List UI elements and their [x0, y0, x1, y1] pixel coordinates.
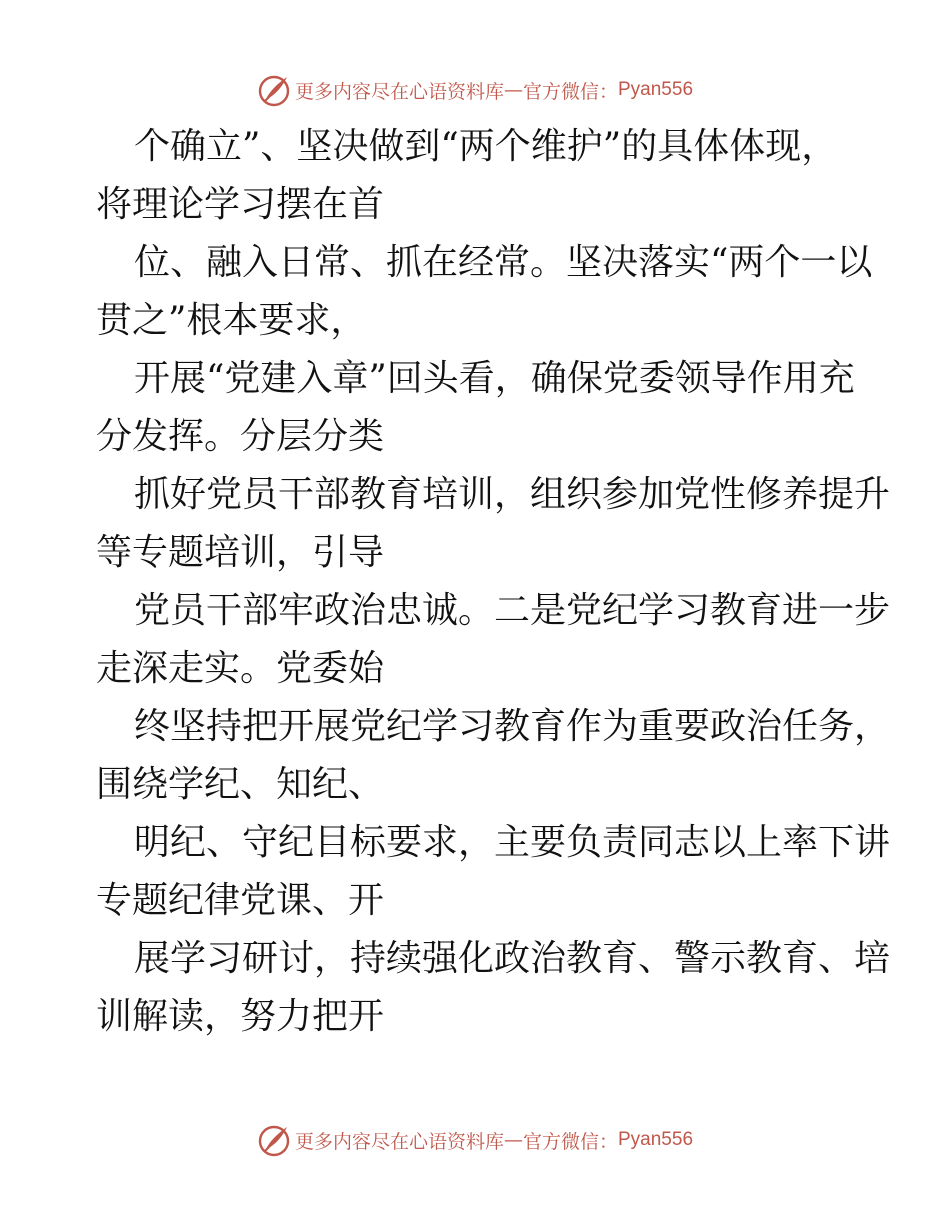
paragraph-line: 专题纪律党课、开 — [96, 880, 385, 921]
header-banner[interactable] — [0, 70, 950, 110]
paragraph-line: 开展“党建入章”回头看，确保党委领导作用充 — [134, 358, 855, 399]
document-body — [96, 118, 891, 1046]
paragraph — [96, 698, 891, 814]
banner-separator: — — [503, 1129, 523, 1151]
banner-title: 更多内容尽在心语资料库 — [294, 80, 504, 103]
paragraph-line: 展学习研讨，持续强化政治教育、警示教育、培 — [134, 938, 891, 979]
paragraph-line: 分发挥。分层分类 — [96, 416, 385, 457]
banner-separator: — — [503, 79, 523, 101]
banner-wechat-label: 官方微信： — [522, 1130, 618, 1153]
quill-pen-logo-icon — [257, 73, 291, 107]
paragraph — [96, 930, 891, 1046]
paragraph-line: 贯之”根本要求， — [96, 300, 367, 341]
footer-banner[interactable] — [0, 1120, 950, 1160]
paragraph-line: 等专题培训，引导 — [96, 532, 385, 573]
paragraph-line: 个确立”、坚决做到“两个维护”的具体体现， — [134, 126, 838, 167]
paragraph-line: 围绕学纪、知纪、 — [96, 764, 385, 805]
paragraph — [96, 466, 891, 582]
banner-title: 更多内容尽在心语资料库 — [294, 1130, 504, 1153]
paragraph — [96, 582, 891, 698]
paragraph — [96, 350, 886, 466]
banner-wechat-id: Pyan556 — [618, 1129, 694, 1150]
paragraph — [96, 234, 886, 350]
paragraph-line: 明纪、守纪目标要求，主要负责同志以上率下讲 — [134, 822, 891, 863]
paragraph — [96, 814, 891, 930]
quill-pen-logo-icon — [257, 1123, 291, 1157]
paragraph-line: 抓好党员干部教育培训，组织参加党性修养提升 — [134, 474, 891, 515]
paragraph-line: 走深走实。党委始 — [96, 648, 385, 689]
paragraph-line: 位、融入日常、抓在经常。坚决落实“两个一以 — [134, 242, 873, 283]
paragraph-line: 党员干部牢政治忠诚。二是党纪学习教育进一步 — [134, 590, 891, 631]
paragraph-line: 训解读，努力把开 — [96, 996, 385, 1037]
banner-wechat-label: 官方微信： — [522, 80, 618, 103]
banner-wechat-id: Pyan556 — [618, 79, 694, 100]
paragraph — [96, 118, 886, 234]
paragraph-line: 将理论学习摆在首 — [96, 184, 385, 225]
paragraph-line: 终坚持把开展党纪学习教育作为重要政治任务， — [134, 706, 891, 747]
